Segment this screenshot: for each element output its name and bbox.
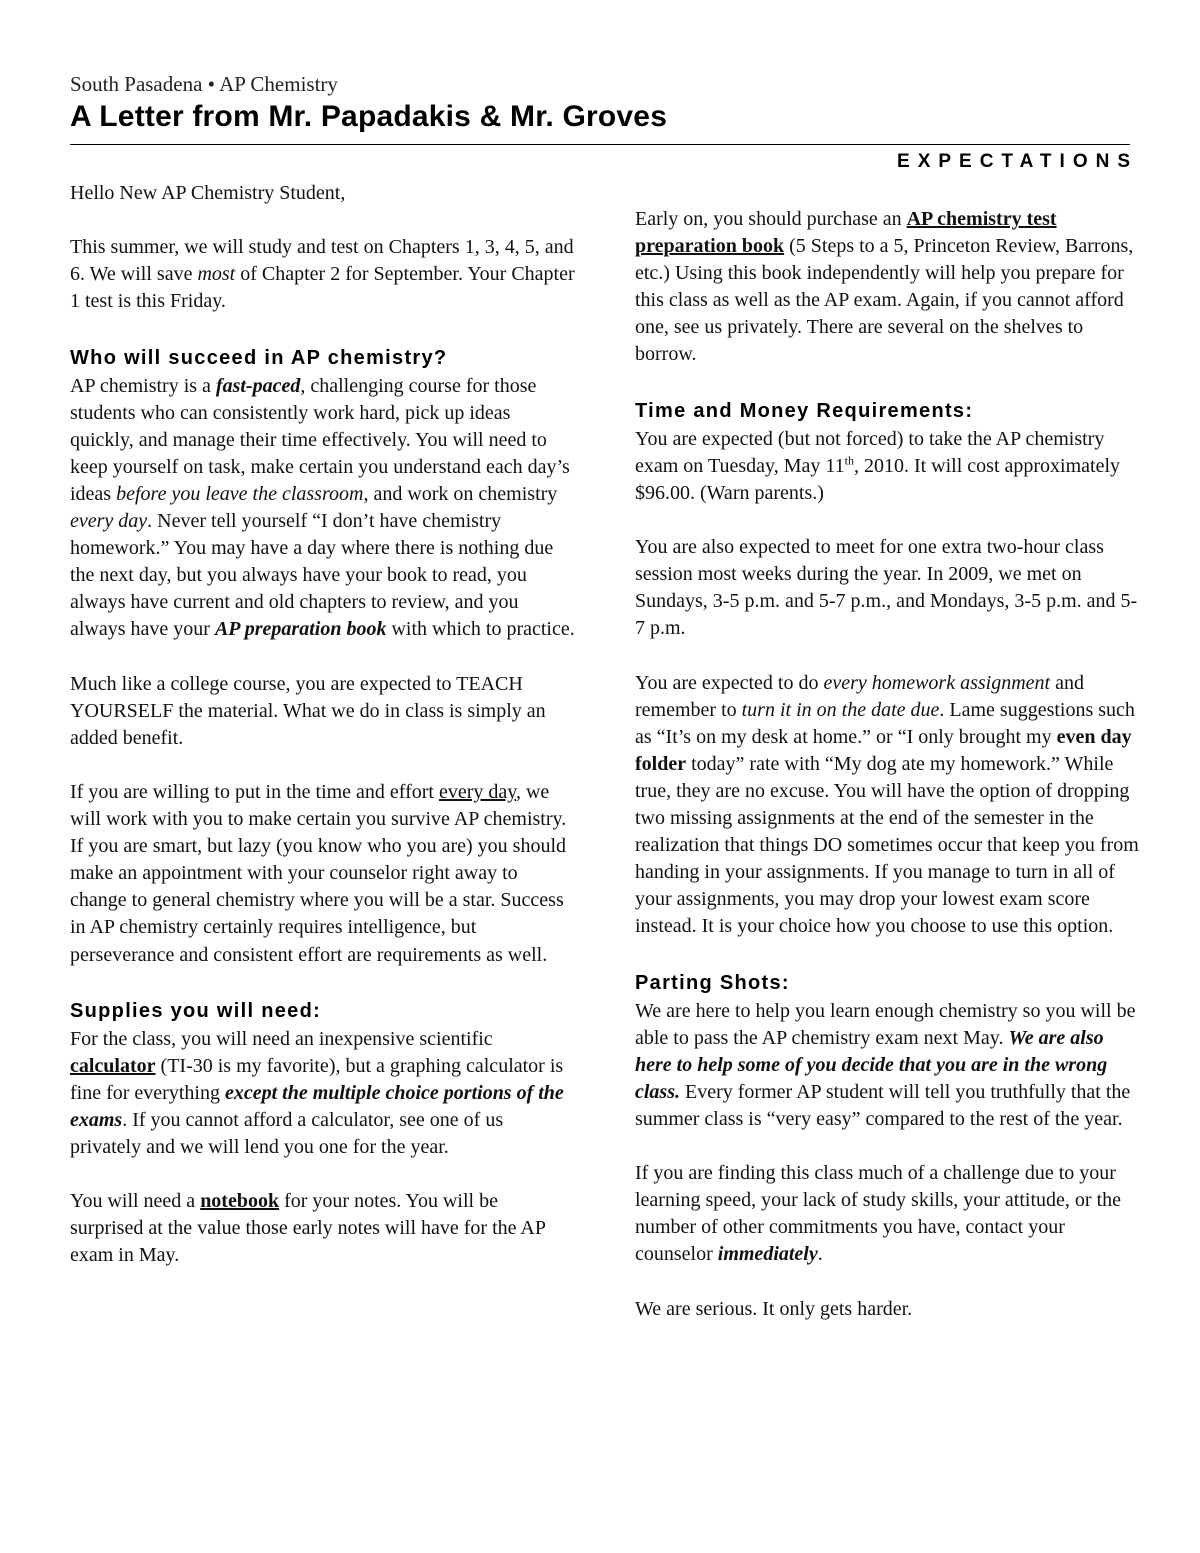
intro-paragraph bbox=[70, 234, 575, 315]
text-run: We are here to help you learn enough chemistry so you will be able to pass the AP chemistry exam next May. bbox=[635, 999, 1136, 1049]
text-run: , 2010. It will cost approximately $96.00. (Warn parents.) bbox=[635, 454, 1121, 504]
text-run: today” rate with “My dog ate my homework.” While true, they are no excuse. You will have the option of dropping two missing assignments at the end of the semester in the realization that things DO sometimes occur that keep you from handing in your assignments. If you manage to turn in all of your assignments, you may drop your lowest exam score instead. It is your choice how you choose to use this option. bbox=[635, 752, 1139, 938]
emphasis-text: every homework assignment bbox=[823, 671, 1051, 694]
text-run: . Lame suggestions such as “It’s on my desk at home.” or “I only brought my bbox=[635, 698, 1135, 748]
text-run: , we will work with you to make certain you survive AP chemistry. If you are smart, but lazy (you know who you are) you should make an appointment with your counselor right away to change to general chemistry where you will be a star. Success in AP chemistry certainly requires intelligence, but perseverance and consistent effort are requirements as well. bbox=[70, 780, 567, 966]
emphasis-text: We are also here to help some of you decide that you are in the wrong class. bbox=[635, 1026, 1108, 1103]
text-run: If you are finding this class much of a challenge due to your learning speed, your lack of study skills, your attitude, or the number of other commitments you have, contact your counselor bbox=[635, 1162, 1122, 1266]
text-run: You are expected (but not forced) to take the AP chemistry exam on Tuesday, May 11 bbox=[635, 427, 1105, 477]
ordinal-suffix: th bbox=[844, 453, 854, 468]
time-paragraph-2: You are also expected to meet for one extra two-hour class session most weeks during the year. In 2009, we met on Sundays, 3-5 p.m. and 5-7 p.m., and Mondays, 3-5 p.m. and 5-7 p.m. bbox=[635, 536, 1138, 640]
text-run: . Never tell yourself “I don’t have chemistry homework.” You may have a day where there is nothing due the next day, but you always have your book to read, you always have current and old chapters to review, and you always have your bbox=[70, 510, 554, 641]
text-run: with which to practice. bbox=[386, 618, 575, 641]
emphasis-text: turn it in on the date due bbox=[741, 698, 940, 721]
emphasis-text: most bbox=[197, 263, 236, 286]
supplies-paragraph-2 bbox=[70, 1188, 575, 1269]
text-run: of Chapter 2 for September. Your Chapter 1 test is this Friday. bbox=[70, 263, 575, 313]
title-divider bbox=[70, 144, 1130, 145]
section-subtitle: EXPECTATIONS bbox=[897, 151, 1138, 172]
section-heading-supplies: Supplies you will need: bbox=[70, 999, 322, 1022]
text-run: . If you cannot afford a calculator, see one of us privately and we will lend you one for the year. bbox=[70, 1109, 504, 1159]
text-run: You are expected to do bbox=[635, 671, 824, 694]
emphasis-text: except the multiple choice portions of the exams bbox=[70, 1081, 564, 1131]
greeting: Hello New AP Chemistry Student, bbox=[70, 182, 346, 204]
emphasis-text: even day folder bbox=[635, 725, 1132, 775]
parting-paragraph-2 bbox=[635, 1160, 1140, 1268]
text-run: For the class, you will need an inexpensive scientific bbox=[70, 1027, 493, 1050]
prep-book-paragraph bbox=[635, 206, 1140, 369]
section-heading-time-money: Time and Money Requirements: bbox=[635, 399, 974, 422]
parting-paragraph-1 bbox=[635, 998, 1140, 1133]
right-column bbox=[635, 206, 1140, 1350]
text-run: AP chemistry is a bbox=[70, 374, 216, 397]
text-run: , and work on chemistry bbox=[363, 482, 558, 505]
text-run: You will need a bbox=[70, 1190, 201, 1213]
emphasis-text: every day bbox=[70, 510, 148, 533]
emphasis-text: AP chemistry test preparation book bbox=[635, 208, 1057, 258]
emphasis-text: immediately bbox=[717, 1243, 818, 1266]
text-run: Early on, you should purchase an bbox=[635, 208, 907, 230]
succeed-paragraph-2: Much like a college course, you are expected to TEACH YOURSELF the material. What we do in class is simply an added benefit. bbox=[70, 672, 546, 749]
emphasis-text: notebook bbox=[200, 1190, 280, 1213]
supplies-paragraph-1 bbox=[70, 1026, 575, 1161]
text-run: Every former AP student will tell you truthfully that the summer class is “very easy” compared to the rest of the year. bbox=[635, 1080, 1131, 1130]
emphasis-text: AP preparation book bbox=[214, 618, 387, 641]
time-paragraph-3 bbox=[635, 670, 1140, 941]
succeed-paragraph-1 bbox=[70, 373, 575, 644]
underlined-text: every day bbox=[438, 780, 516, 803]
text-run: (5 Steps to a 5, Princeton Review, Barrons, etc.) Using this book independently will help you prepare for this class as well as the AP exam. Again, if you cannot afford one, see us privately. There are several on the shelves to borrow. bbox=[635, 235, 1134, 366]
text-run: (TI-30 is my favorite), but a graphing calculator is fine for everything bbox=[70, 1054, 564, 1104]
emphasis-text: calculator bbox=[70, 1054, 156, 1077]
parting-paragraph-3: We are serious. It only gets harder. bbox=[635, 1297, 913, 1320]
text-run: . bbox=[817, 1243, 823, 1266]
time-paragraph-1 bbox=[635, 426, 1140, 507]
section-heading-succeed: Who will succeed in AP chemistry? bbox=[70, 346, 448, 369]
text-run: This summer, we will study and test on Chapters 1, 3, 4, 5, and 6. We will save bbox=[70, 236, 574, 286]
page-title: A Letter from Mr. Papadakis & Mr. Groves bbox=[70, 100, 668, 133]
text-run: and remember to bbox=[635, 671, 1084, 721]
section-heading-parting: Parting Shots: bbox=[635, 971, 790, 994]
emphasis-text: before you leave the classroom bbox=[116, 482, 364, 505]
succeed-paragraph-3 bbox=[70, 779, 575, 969]
emphasis-text: fast-paced bbox=[215, 374, 301, 397]
school-course-line: South Pasadena • AP Chemistry bbox=[70, 72, 338, 96]
left-column bbox=[70, 180, 575, 1297]
text-run: If you are willing to put in the time and effort bbox=[70, 780, 439, 803]
text-run: , challenging course for those students who can consistently work hard, pick up ideas quickly, and manage their time effectively. You will need to keep yourself on task, make certain you understand each day’s ideas bbox=[70, 374, 570, 505]
text-run: for your notes. You will be surprised at the value those early notes will have for the AP exam in May. bbox=[70, 1190, 546, 1267]
